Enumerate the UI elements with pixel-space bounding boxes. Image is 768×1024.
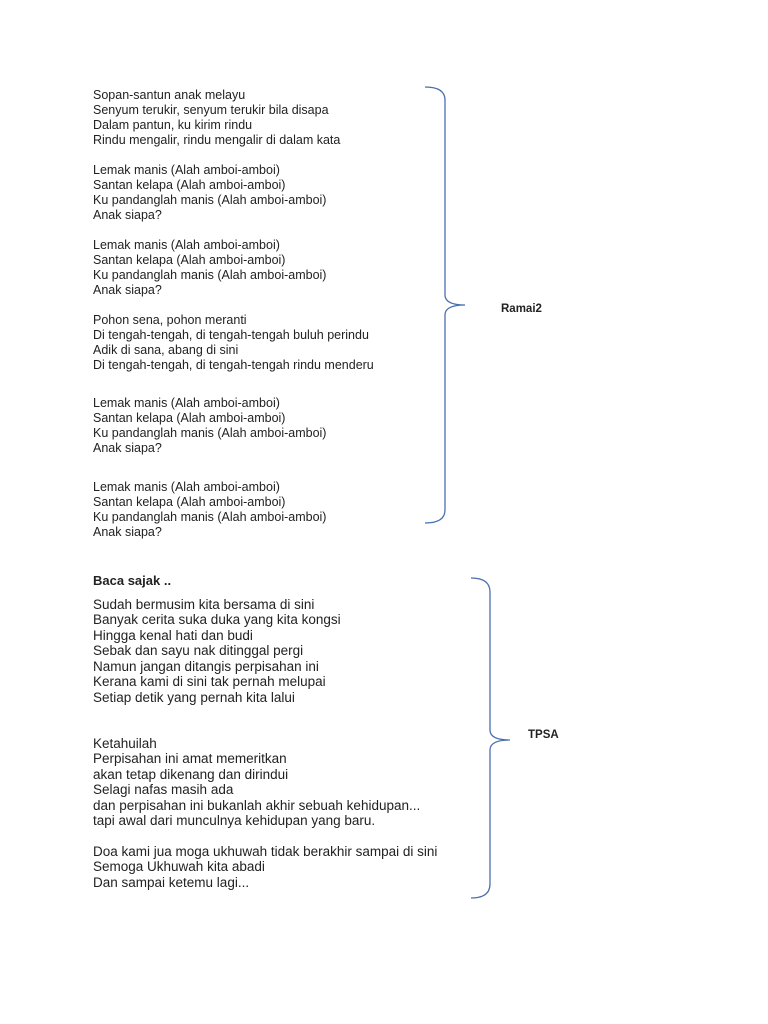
brace-label-tpsa: TPSA bbox=[528, 729, 559, 741]
poem-line: Pohon sena, pohon meranti bbox=[93, 313, 247, 327]
sajak-line: Kerana kami di sini tak pernah melupai bbox=[93, 674, 326, 689]
sajak-line: Namun jangan ditangis perpisahan ini bbox=[93, 659, 319, 674]
poem-line: Adik di sana, abang di sini bbox=[93, 343, 239, 357]
poem-line: Di tengah-tengah, di tengah-tengah rindu menderu bbox=[93, 358, 374, 372]
poem-line: Lemak manis (Alah amboi-amboi) bbox=[93, 163, 280, 177]
poem-line: Ku pandanglah manis (Alah amboi-amboi) bbox=[93, 426, 327, 440]
sajak-line: Doa kami jua moga ukhuwah tidak berakhir sampai di sini bbox=[93, 844, 438, 859]
sajak-line: akan tetap dikenang dan dirindui bbox=[93, 767, 289, 782]
sajak-line: Selagi nafas masih ada bbox=[93, 782, 234, 797]
poem-line: Anak siapa? bbox=[93, 208, 162, 222]
poem-line: Sopan-santun anak melayu bbox=[93, 88, 246, 102]
poem-line: Lemak manis (Alah amboi-amboi) bbox=[93, 238, 280, 252]
sajak-line: Sebak dan sayu nak ditinggal pergi bbox=[93, 643, 304, 658]
sajak-line: dan perpisahan ini bukanlah akhir sebuah kehidupan... bbox=[93, 798, 421, 813]
sajak-line: Hingga kenal hati dan budi bbox=[93, 628, 253, 643]
poem-line: Senyum terukir, senyum terukir bila disapa bbox=[93, 103, 329, 117]
sajak-line: Sudah bermusim kita bersama di sini bbox=[93, 597, 315, 612]
poem-line: Lemak manis (Alah amboi-amboi) bbox=[93, 396, 280, 410]
section-heading: Baca sajak .. bbox=[93, 573, 172, 588]
brace-label-ramai2: Ramai2 bbox=[501, 303, 542, 315]
poem-line: Santan kelapa (Alah amboi-amboi) bbox=[93, 178, 286, 192]
sajak-line: tapi awal dari munculnya kehidupan yang baru. bbox=[93, 813, 376, 828]
poem-line: Dalam pantun, ku kirim rindu bbox=[93, 118, 253, 132]
sajak-line: Banyak cerita suka duka yang kita kongsi bbox=[93, 612, 341, 627]
poem-line: Ku pandanglah manis (Alah amboi-amboi) bbox=[93, 193, 327, 207]
poem-line: Santan kelapa (Alah amboi-amboi) bbox=[93, 495, 286, 509]
poem-line: Anak siapa? bbox=[93, 283, 162, 297]
poem-line: Anak siapa? bbox=[93, 525, 162, 539]
sajak-line: Perpisahan ini amat memeritkan bbox=[93, 751, 287, 766]
right-brace-ramai2 bbox=[425, 87, 465, 523]
poem-line: Ku pandanglah manis (Alah amboi-amboi) bbox=[93, 268, 327, 282]
poem-line: Santan kelapa (Alah amboi-amboi) bbox=[93, 411, 286, 425]
sajak-line: Dan sampai ketemu lagi... bbox=[93, 875, 250, 890]
poem-line: Lemak manis (Alah amboi-amboi) bbox=[93, 480, 280, 494]
poem-line: Anak siapa? bbox=[93, 441, 162, 455]
sajak-line: Setiap detik yang pernah kita lalui bbox=[93, 690, 295, 705]
poem-line: Santan kelapa (Alah amboi-amboi) bbox=[93, 253, 286, 267]
sajak-line: Ketahuilah bbox=[93, 736, 157, 751]
poem-line: Ku pandanglah manis (Alah amboi-amboi) bbox=[93, 510, 327, 524]
poem-line: Di tengah-tengah, di tengah-tengah buluh perindu bbox=[93, 328, 369, 342]
right-brace-tpsa bbox=[471, 578, 510, 898]
poem-line: Rindu mengalir, rindu mengalir di dalam kata bbox=[93, 133, 341, 147]
sajak-line: Semoga Ukhuwah kita abadi bbox=[93, 859, 265, 874]
